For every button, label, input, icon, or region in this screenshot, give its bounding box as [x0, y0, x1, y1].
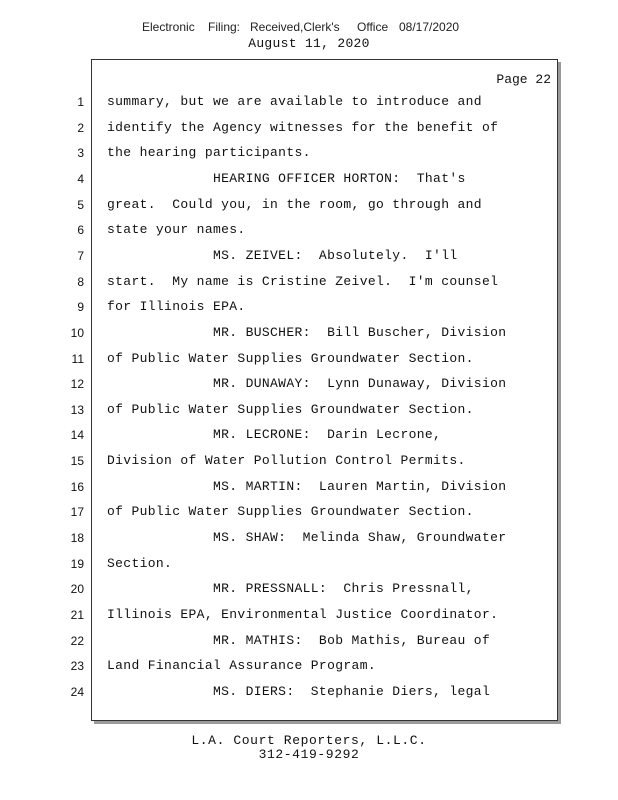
line-text: Land Financial Assurance Program. — [107, 658, 376, 674]
line-text: Illinois EPA, Environmental Justice Coordinator. — [107, 607, 499, 622]
transcript-line — [0, 220, 618, 240]
line-number: 5 — [77, 197, 84, 212]
line-number: 22 — [70, 633, 84, 648]
transcript-line — [0, 631, 618, 651]
line-text: MR. DUNAWAY: Lynn Dunaway, Division — [107, 376, 507, 392]
line-text: MR. LECRONE: Darin Lecrone, — [107, 427, 442, 443]
transcript-line — [0, 425, 618, 445]
line-number: 3 — [77, 146, 84, 161]
line-text: of Public Water Supplies Groundwater Section. — [107, 350, 474, 366]
line-text: Division of Water Pollution Control Permits. — [107, 453, 466, 469]
transcript-line — [0, 502, 618, 522]
filing-stamp-filing: Filing: — [208, 20, 241, 34]
line-number: 14 — [70, 428, 84, 443]
transcript-line — [0, 323, 618, 343]
line-text: MS. MARTIN: Lauren Martin, Division — [107, 478, 507, 494]
transcript-line — [0, 400, 618, 420]
line-number: 19 — [70, 556, 84, 571]
line-number: 17 — [70, 505, 84, 520]
line-text: of Public Water Supplies Groundwater Section. — [107, 401, 474, 417]
line-number: 8 — [77, 274, 84, 289]
hearing-date: August 11, 2020 — [248, 36, 370, 51]
line-number: 15 — [70, 454, 84, 469]
filing-stamp-electronic: Electronic — [142, 20, 195, 34]
line-text: MS. SHAW: Melinda Shaw, Groundwater — [107, 530, 507, 546]
filing-stamp-date: 08/17/2020 — [399, 20, 460, 34]
line-number: 13 — [70, 402, 84, 417]
line-text: state your names. — [107, 222, 246, 238]
line-number: 21 — [70, 608, 84, 622]
transcript-line — [0, 92, 618, 112]
transcript-line — [0, 528, 618, 548]
line-text: the hearing participants. — [107, 145, 311, 161]
transcript-line — [0, 451, 618, 471]
line-text: summary, but we are available to introduce and — [107, 94, 482, 109]
line-number: 6 — [77, 223, 84, 238]
line-text: HEARING OFFICER HORTON: That's — [107, 170, 466, 186]
line-text: MR. PRESSNALL: Chris Pressnall, — [107, 581, 474, 597]
transcript-line — [0, 246, 618, 266]
line-text: for Illinois EPA. — [107, 299, 246, 315]
line-number: 20 — [70, 582, 84, 597]
transcript-line — [0, 579, 618, 599]
transcript-line — [0, 477, 618, 497]
line-text: great. Could you, in the room, go through and — [107, 196, 482, 212]
transcript-line — [0, 374, 618, 394]
page-number: Page 22 — [496, 72, 551, 87]
line-number: 1 — [77, 95, 84, 109]
footer-company: L.A. Court Reporters, L.L.C. — [191, 733, 427, 748]
transcript-line — [0, 656, 618, 676]
line-number: 11 — [71, 351, 84, 366]
line-number: 16 — [70, 479, 84, 494]
transcript-line — [0, 169, 618, 189]
transcript-line — [0, 605, 618, 625]
line-number: 9 — [77, 300, 84, 315]
line-text: MS. DIERS: Stephanie Diers, legal — [107, 683, 491, 699]
transcript-line — [0, 118, 618, 138]
transcript-line — [0, 554, 618, 574]
filing-stamp-office: Office — [357, 20, 389, 34]
line-text: identify the Agency witnesses for the benefit of — [107, 119, 499, 135]
footer-phone: 312-419-9292 — [258, 747, 360, 762]
line-number: 10 — [70, 325, 84, 340]
line-number: 4 — [77, 171, 84, 186]
line-text: of Public Water Supplies Groundwater Section. — [107, 504, 474, 520]
line-text: start. My name is Cristine Zeivel. I'm counsel — [107, 273, 499, 289]
transcript-line — [0, 195, 618, 215]
transcript-line — [0, 349, 618, 369]
filing-stamp-received: Received,Clerk's — [250, 20, 340, 34]
transcript-line — [0, 143, 618, 163]
line-number: 12 — [70, 377, 84, 392]
line-number: 18 — [70, 531, 84, 546]
transcript-line — [0, 297, 618, 317]
line-number: 23 — [70, 659, 84, 674]
transcript-line — [0, 272, 618, 292]
line-number: 7 — [77, 248, 84, 263]
line-number: 2 — [77, 120, 84, 135]
line-text: Section. — [107, 555, 173, 571]
transcript-line — [0, 682, 618, 702]
line-text: MS. ZEIVEL: Absolutely. I'll — [107, 247, 458, 263]
line-text: MR. MATHIS: Bob Mathis, Bureau of — [107, 632, 491, 648]
line-number: 24 — [70, 684, 84, 699]
filing-stamp — [0, 20, 618, 36]
line-text: MR. BUSCHER: Bill Buscher, Division — [107, 324, 507, 340]
